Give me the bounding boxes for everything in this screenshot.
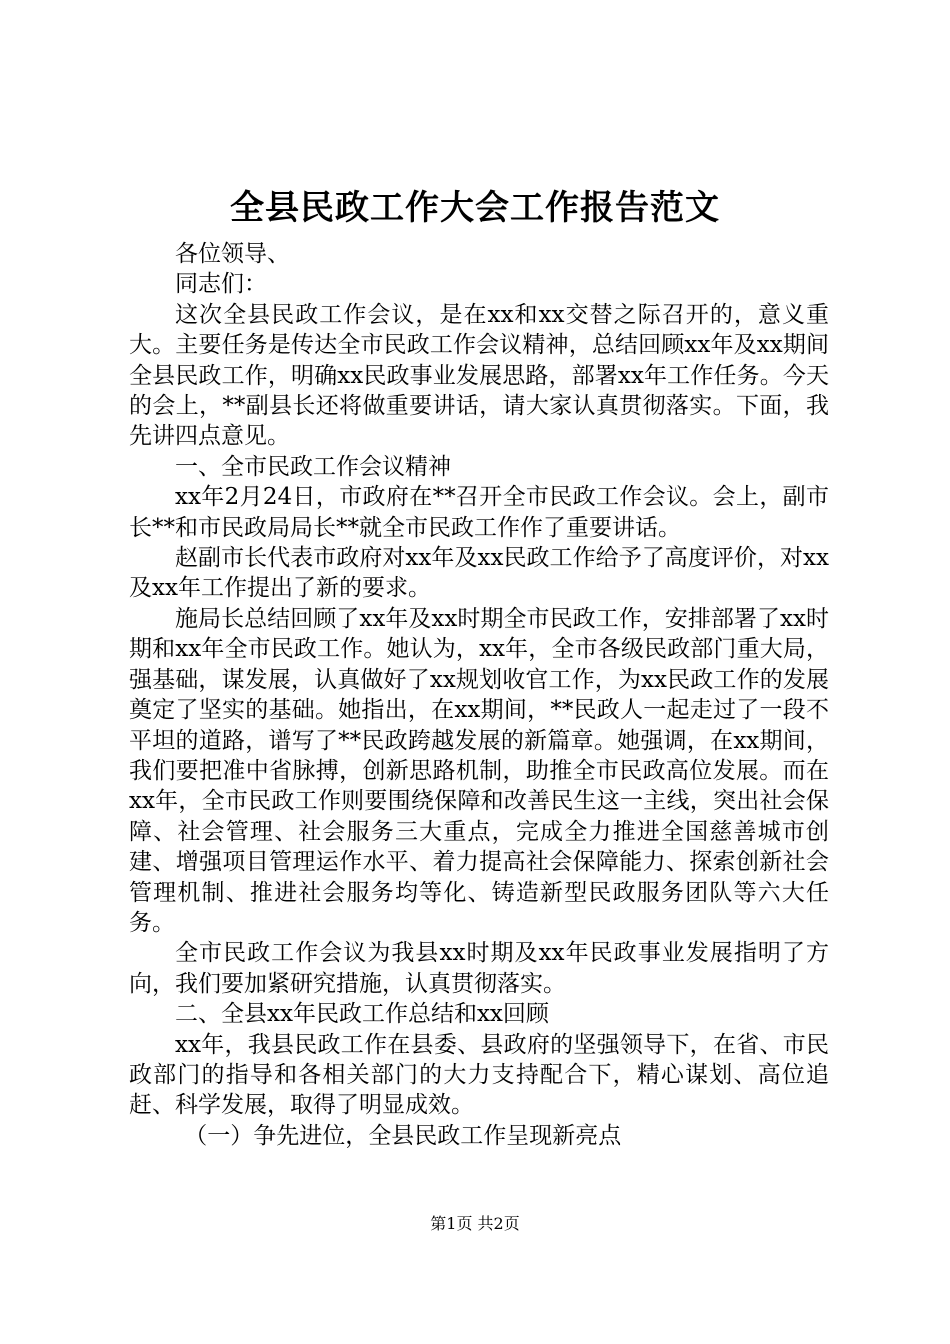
page-footer: 第1页 共2页 bbox=[430, 1214, 520, 1233]
paragraph-county-summary: xx年，我县民政工作在县委、县政府的坚强领导下，在省、市民政部门的指导和各相关部门的大力支持配合下，精心谋划、高位追赶、科学发展，取得了明显成效。 bbox=[129, 1031, 829, 1119]
section-heading-1: 一、全市民政工作会议精神 bbox=[175, 453, 451, 480]
subsection-heading-1: （一）争先进位，全县民政工作呈现新亮点 bbox=[184, 1122, 622, 1149]
section-heading-2: 二、全县xx年民政工作总结和xx回顾 bbox=[175, 1001, 549, 1028]
document-body bbox=[129, 239, 829, 1151]
paragraph-direction: 全市民政工作会议为我县xx时期及xx年民政事业发展指明了方向，我们要加紧研究措施，认真贯彻落实。 bbox=[129, 940, 829, 997]
paragraph-vice-mayor: 赵副市长代表市政府对xx年及xx民政工作给予了高度评价，对xx及xx年工作提出了新的要求。 bbox=[129, 545, 829, 602]
paragraph-intro: 这次全县民政工作会议，是在xx和xx交替之际召开的，意义重大。主要任务是传达全市民政工作会议精神，总结回顾xx年及xx期间全县民政工作，明确xx民政事业发展思路，部署xx年工作任务。今天的会上，**副县长还将做重要讲话，请大家认真贯彻落实。下面，我先讲四点意见。 bbox=[129, 301, 829, 450]
paragraph-city-meeting: xx年2月24日，市政府在**召开全市民政工作会议。会上，副市长**和市民政局局长**就全市民政工作作了重要讲话。 bbox=[129, 484, 829, 541]
salutation-comrades: 同志们： bbox=[175, 271, 267, 298]
paragraph-director-summary: 施局长总结回顾了xx年及xx时期全市民政工作，安排部署了xx时期和xx年全市民政工作。她认为，xx年，全市各级民政部门重大局，强基础，谋发展，认真做好了xx规划收官工作，为xx民政工作的发展奠定了坚实的基础。她指出，在xx期间，**民政人一起走过了一段不平坦的道路，谱写了**民政跨越发展的新篇章。她强调，在xx期间，我们要把准中省脉搏，创新思路机制，助推全市民政高位发展。而在xx年，全市民政工作则要围绕保障和改善民生这一主线，突出社会保障、社会管理、社会服务三大重点，完成全力推进全国慈善城市创建、增强项目管理运作水平、着力提高社会保障能力、探索创新社会管理机制、推进社会服务均等化、铸造新型民政服务团队等六大任务。 bbox=[129, 605, 829, 936]
salutation-leaders: 各位领导、 bbox=[175, 241, 290, 267]
document-title: 全县民政工作大会工作报告范文 bbox=[230, 188, 720, 228]
